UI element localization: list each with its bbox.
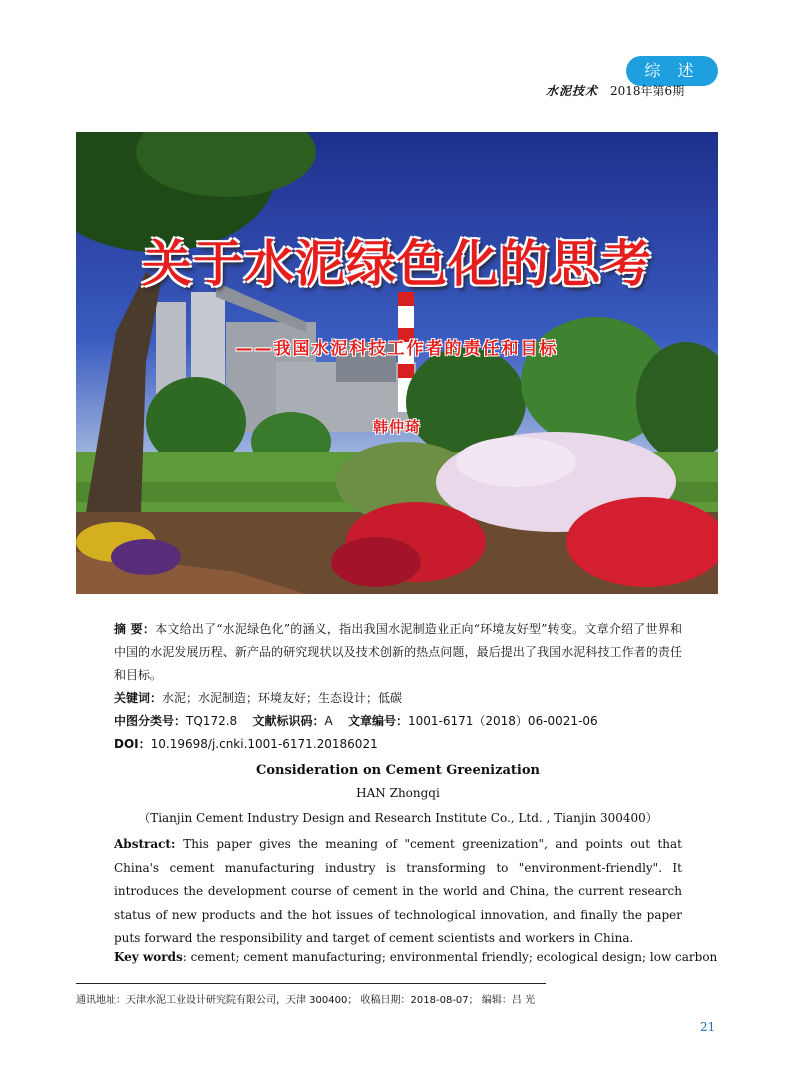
footnote: 通讯地址：天津水泥工业设计研究院有限公司，天津 300400； 收稿日期：2018-08-07； 编辑：吕 光 <box>76 995 536 1006</box>
abstract-label: 摘 要 <box>114 622 143 636</box>
article-title: 关于水泥绿色化的思考 <box>142 235 652 293</box>
doi-line: DOI：10.19698/j.cnki.1001-6171.20186021 <box>114 737 378 751</box>
english-author: HAN Zhongqi <box>356 786 440 800</box>
page-number: 21 <box>700 1020 716 1034</box>
section-badge: 综 述 <box>626 56 718 86</box>
english-keywords: Key words: cement; cement manufacturing; environmental friendly; ecological design; low carbon <box>114 950 718 964</box>
chinese-abstract: 摘 要：本文给出了“水泥绿色化”的涵义，指出我国水泥制造业正向“环境友好型”转变。文章介绍了世界和中国的水泥发展历程、新产品的研究现状以及技术创新的热点问题，最后提出了我国水泥科技工作者的责任和目标。 <box>114 622 682 682</box>
doi-value: 10.19698/j.cnki.1001-6171.20186021 <box>150 737 378 751</box>
english-abstract: Abstract: This paper gives the meaning of "cement greenization", and points out that China's cement manufacturing industry is transforming to "environment-friendly". It introduces the development course of cement in the world and China, the current research status of new products and the hot issues of technological innovation, and finally the paper puts forward the responsibility and target of cement scientists and workers in China. <box>114 837 682 945</box>
english-abstract-text: This paper gives the meaning of "cement greenization", and points out that China's cement manufacturing industry is transforming to "environment-friendly". It introduces the development course of cement in the world and China, the current research status of new products and the hot issues of technological innovation, and finally the paper puts forward the responsibility and target of cement scientists and workers in China. <box>114 837 682 945</box>
chinese-abstract-block <box>114 618 682 756</box>
abstract-text: 本文给出了“水泥绿色化”的涵义，指出我国水泥制造业正向“环境友好型”转变。文章介绍了世界和中国的水泥发展历程、新产品的研究现状以及技术创新的热点问题，最后提出了我国水泥科技工作者的责任和目标。 <box>114 622 682 682</box>
classification-value: TQ172.8 <box>186 714 238 728</box>
article-subtitle: ——我国水泥科技工作者的责任和目标 <box>235 339 559 359</box>
hero-banner <box>76 132 718 594</box>
chinese-keywords: 关键词：水泥；水泥制造；环境友好；生态设计；低碳 <box>114 691 403 705</box>
article-no-label: 文章编号 <box>347 714 396 728</box>
journal-header <box>546 82 684 99</box>
english-keywords-text: cement; cement manufacturing; environmental friendly; ecological design; low carbon <box>190 950 718 964</box>
article-author: 韩仲琦 <box>372 418 421 436</box>
classification-label: 中图分类号 <box>114 714 175 728</box>
english-keywords-label: Key words <box>114 950 183 964</box>
footnote-divider <box>76 983 546 984</box>
keywords-text: 水泥；水泥制造；环境友好；生态设计；低碳 <box>162 691 403 705</box>
doc-code-label: 文献标识码 <box>252 714 313 728</box>
keywords-label: 关键词 <box>114 691 151 705</box>
doc-code-value: A <box>324 714 333 728</box>
english-abstract-label: Abstract <box>114 837 171 851</box>
journal-name: 水泥技术 <box>546 84 599 98</box>
hero-photo <box>76 132 718 594</box>
article-no-value: 1001-6171（2018）06-0021-06 <box>407 714 598 728</box>
classification-line: 中图分类号：TQ172.8 文献标识码：A 文章编号：1001-6171（2018）06-0021-06 <box>114 714 598 728</box>
english-affiliation: （Tianjin Cement Industry Design and Research Institute Co., Ltd. , Tianjin 300400） <box>138 811 658 825</box>
doi-label: DOI <box>114 737 139 751</box>
journal-issue: 2018年第6期 <box>610 84 685 98</box>
english-title: Consideration on Cement Greenization <box>256 763 540 778</box>
